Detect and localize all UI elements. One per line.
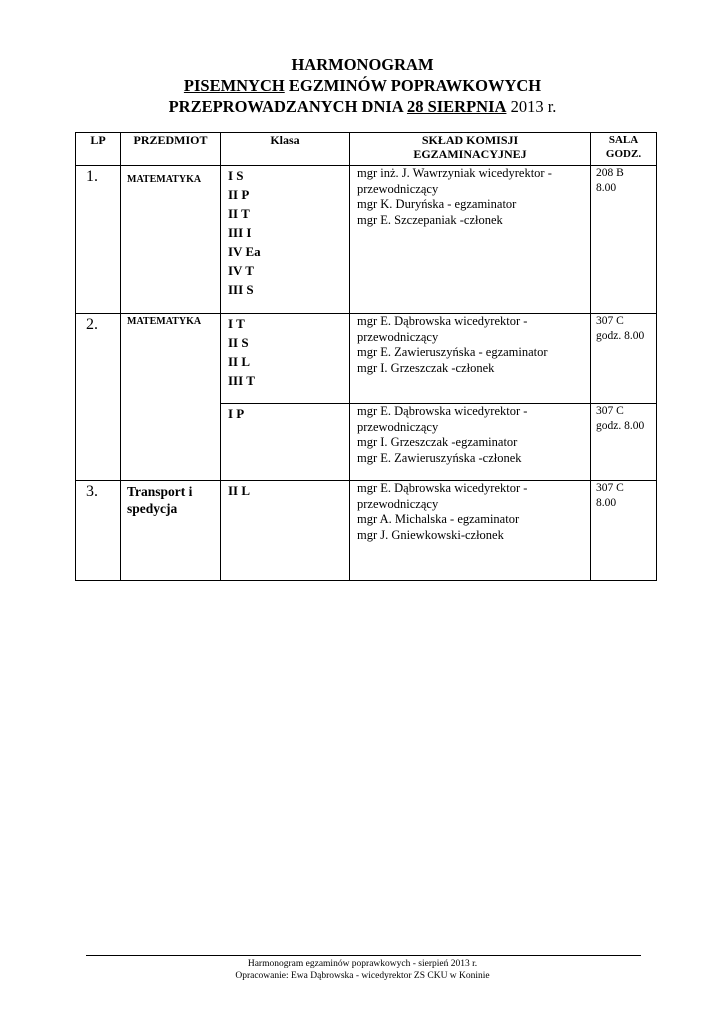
footer-divider	[86, 955, 641, 956]
row-classes	[221, 166, 350, 314]
class-item: II P	[228, 187, 250, 202]
row-room-time: 307 C godz. 8.00	[591, 314, 657, 404]
class-item: III T	[228, 373, 255, 388]
table-row	[76, 481, 657, 581]
table-row	[76, 314, 657, 404]
title-line-2: PISEMNYCH EGZMINÓW POPRAWKOWYCH	[183, 76, 542, 95]
header-klasa: Klasa	[221, 133, 350, 166]
class-item: IV T	[228, 263, 254, 278]
row-classes	[221, 314, 350, 404]
class-item: III I	[228, 225, 252, 240]
row-lp: 3.	[76, 481, 121, 581]
title-line-1: HARMONOGRAM	[291, 55, 434, 74]
class-item: I S	[228, 168, 244, 183]
table-row	[76, 166, 657, 314]
row-classes	[221, 404, 350, 481]
row-committee: mgr E. Dąbrowska wicedyrektor - przewodniczący mgr E. Zawieruszyńska - egzaminator mgr I. Grzeszczak -członek	[350, 314, 591, 404]
row-subject: MATEMATYKA	[121, 166, 221, 314]
header-row	[76, 133, 657, 166]
row-lp: 1.	[76, 166, 121, 314]
class-item: IV Ea	[228, 244, 261, 259]
document-title	[0, 54, 725, 117]
class-item: II S	[228, 335, 249, 350]
header-przedmiot: PRZEDMIOT	[121, 133, 221, 166]
header-sklad: SKŁAD KOMISJI EGZAMINACYJNEJ	[350, 133, 591, 166]
title-line-3: PRZEPROWADZANYCH DNIA 28 SIERPNIA 2013 r.	[168, 97, 557, 116]
class-item: I P	[228, 406, 245, 421]
class-item: I T	[228, 316, 245, 331]
row-classes	[221, 481, 350, 581]
footer-line-2: Opracowanie: Ewa Dąbrowska - wicedyrektor ZS CKU w Koninie	[235, 971, 490, 981]
row-subject: Transport i spedycja	[121, 481, 221, 581]
page-footer	[0, 958, 725, 982]
row-room-time: 208 B 8.00	[591, 166, 657, 314]
schedule-table	[75, 132, 657, 581]
row-room-time: 307 C godz. 8.00	[591, 404, 657, 481]
footer-line-1: Harmonogram egzaminów poprawkowych - sierpień 2013 r.	[247, 959, 478, 969]
class-item: II L	[228, 483, 251, 498]
row-committee: mgr inż. J. Wawrzyniak wicedyrektor - przewodniczący mgr K. Duryńska - egzaminator mgr E. Szczepaniak -członek	[350, 166, 591, 314]
class-item: II T	[228, 206, 250, 221]
row-subject: MATEMATYKA	[121, 314, 221, 481]
row-committee: mgr E. Dąbrowska wicedyrektor - przewodniczący mgr I. Grzeszczak -egzaminator mgr E. Zawieruszyńska -członek	[350, 404, 591, 481]
header-lp: LP	[76, 133, 121, 166]
header-sala: SALA GODZ.	[591, 133, 657, 166]
class-item: III S	[228, 282, 254, 297]
row-room-time: 307 C 8.00	[591, 481, 657, 581]
row-lp: 2.	[76, 314, 121, 481]
row-committee: mgr E. Dąbrowska wicedyrektor - przewodniczący mgr A. Michalska - egzaminator mgr J. Gniewkowski-członek	[350, 481, 591, 581]
class-item: II L	[228, 354, 251, 369]
